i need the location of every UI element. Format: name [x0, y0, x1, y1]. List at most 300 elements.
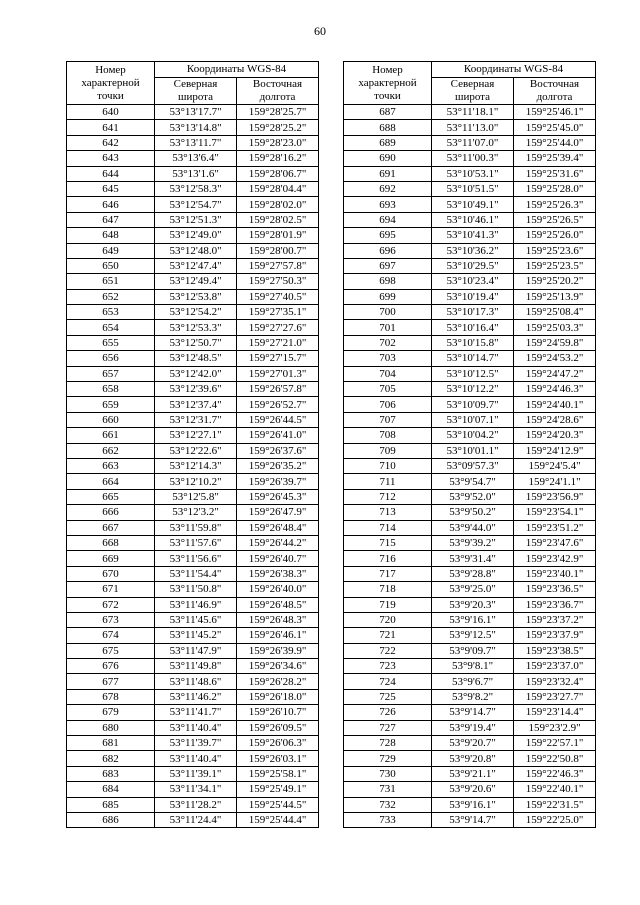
- latitude-cell: 53°10'49.1": [432, 197, 514, 212]
- table-row: [344, 382, 596, 397]
- latitude-cell: 53°12'10.2": [155, 474, 237, 489]
- point-number-cell: 668: [67, 535, 155, 550]
- longitude-cell: 159°27'21.0": [237, 335, 319, 350]
- longitude-cell: 159°27'27.6": [237, 320, 319, 335]
- latitude-cell: 53°10'15.8": [432, 335, 514, 350]
- latitude-cell: 53°12'42.0": [155, 366, 237, 381]
- table-body: [344, 105, 596, 828]
- latitude-cell: 53°9'20.7": [432, 736, 514, 751]
- point-number-cell: 642: [67, 135, 155, 150]
- table-row: [344, 782, 596, 797]
- page-number: 60: [314, 24, 326, 38]
- latitude-cell: 53°13'14.8": [155, 120, 237, 135]
- longitude-cell: 159°25'20.2": [514, 274, 596, 289]
- table-row: [344, 736, 596, 751]
- table-row: [344, 582, 596, 597]
- longitude-cell: 159°25'46.1": [514, 105, 596, 120]
- longitude-cell: 159°25'58.1": [237, 766, 319, 781]
- point-number-cell: 646: [67, 197, 155, 212]
- table-row: [67, 135, 319, 150]
- longitude-cell: 159°26'39.7": [237, 474, 319, 489]
- point-number-cell: 729: [344, 751, 432, 766]
- longitude-cell: 159°26'48.4": [237, 520, 319, 535]
- latitude-cell: 53°11'00.3": [432, 151, 514, 166]
- point-number-cell: 672: [67, 597, 155, 612]
- latitude-cell: 53°10'41.3": [432, 228, 514, 243]
- table-row: [344, 135, 596, 150]
- table-row: [344, 105, 596, 120]
- table-row: [344, 505, 596, 520]
- table-row: [67, 335, 319, 350]
- table-row: [67, 120, 319, 135]
- table-row: [67, 181, 319, 196]
- longitude-cell: 159°24'47.2": [514, 366, 596, 381]
- latitude-cell: 53°9'25.0": [432, 582, 514, 597]
- table-row: [344, 566, 596, 581]
- point-number-cell: 693: [344, 197, 432, 212]
- table-row: [67, 443, 319, 458]
- point-number-cell: 664: [67, 474, 155, 489]
- table-row: [67, 689, 319, 704]
- latitude-cell: 53°12'5.8": [155, 489, 237, 504]
- table-row: [344, 489, 596, 504]
- point-number-cell: 721: [344, 628, 432, 643]
- longitude-cell: 159°26'18.0": [237, 689, 319, 704]
- table-row: [67, 289, 319, 304]
- longitude-cell: 159°25'44.5": [237, 797, 319, 812]
- latitude-cell: 53°12'51.3": [155, 212, 237, 227]
- latitude-header: Северная широта: [432, 78, 514, 105]
- point-number-cell: 726: [344, 705, 432, 720]
- longitude-cell: 159°23'2.9": [514, 720, 596, 735]
- table-row: [344, 258, 596, 273]
- latitude-cell: 53°12'58.3": [155, 181, 237, 196]
- latitude-cell: 53°12'39.6": [155, 382, 237, 397]
- latitude-cell: 53°11'18.1": [432, 105, 514, 120]
- point-number-cell: 652: [67, 289, 155, 304]
- longitude-cell: 159°28'04.4": [237, 181, 319, 196]
- longitude-cell: 159°23'42.9": [514, 551, 596, 566]
- latitude-cell: 53°11'50.8": [155, 582, 237, 597]
- latitude-cell: 53°9'16.1": [432, 612, 514, 627]
- coordinates-header: Координаты WGS-84: [155, 62, 319, 78]
- point-number-cell: 701: [344, 320, 432, 335]
- table-row: [344, 612, 596, 627]
- point-number-cell: 677: [67, 674, 155, 689]
- point-number-cell: 657: [67, 366, 155, 381]
- longitude-cell: 159°26'06.3": [237, 736, 319, 751]
- table-row: [67, 474, 319, 489]
- latitude-cell: 53°12'31.7": [155, 412, 237, 427]
- point-number-cell: 716: [344, 551, 432, 566]
- latitude-cell: 53°9'54.7": [432, 474, 514, 489]
- longitude-cell: 159°26'40.7": [237, 551, 319, 566]
- point-number-cell: 699: [344, 289, 432, 304]
- point-number-cell: 732: [344, 797, 432, 812]
- table-row: [344, 551, 596, 566]
- longitude-cell: 159°25'26.5": [514, 212, 596, 227]
- longitude-cell: 159°24'40.1": [514, 397, 596, 412]
- longitude-cell: 159°27'57.8": [237, 258, 319, 273]
- latitude-cell: 53°9'8.2": [432, 689, 514, 704]
- latitude-cell: 53°12'53.3": [155, 320, 237, 335]
- longitude-cell: 159°25'39.4": [514, 151, 596, 166]
- point-number-cell: 692: [344, 181, 432, 196]
- table-row: [67, 397, 319, 412]
- longitude-cell: 159°26'46.1": [237, 628, 319, 643]
- latitude-cell: 53°11'49.8": [155, 659, 237, 674]
- longitude-cell: 159°26'39.9": [237, 643, 319, 658]
- longitude-cell: 159°26'48.5": [237, 597, 319, 612]
- latitude-cell: 53°10'19.4": [432, 289, 514, 304]
- table-row: [344, 751, 596, 766]
- latitude-cell: 53°11'28.2": [155, 797, 237, 812]
- table-row: [67, 628, 319, 643]
- coordinates-header: Координаты WGS-84: [432, 62, 596, 78]
- latitude-cell: 53°11'34.1": [155, 782, 237, 797]
- latitude-cell: 53°11'46.9": [155, 597, 237, 612]
- latitude-cell: 53°12'14.3": [155, 458, 237, 473]
- point-number-cell: 651: [67, 274, 155, 289]
- latitude-cell: 53°10'29.5": [432, 258, 514, 273]
- longitude-cell: 159°23'51.2": [514, 520, 596, 535]
- point-number-cell: 725: [344, 689, 432, 704]
- latitude-cell: 53°10'51.5": [432, 181, 514, 196]
- longitude-cell: 159°23'14.4": [514, 705, 596, 720]
- point-number-cell: 667: [67, 520, 155, 535]
- point-number-cell: 706: [344, 397, 432, 412]
- point-number-cell: 678: [67, 689, 155, 704]
- latitude-cell: 53°10'46.1": [432, 212, 514, 227]
- longitude-cell: 159°28'06.7": [237, 166, 319, 181]
- latitude-cell: 53°11'47.9": [155, 643, 237, 658]
- table-row: [344, 274, 596, 289]
- table-row: [67, 489, 319, 504]
- latitude-cell: 53°10'16.4": [432, 320, 514, 335]
- latitude-cell: 53°10'01.1": [432, 443, 514, 458]
- longitude-cell: 159°23'27.7": [514, 689, 596, 704]
- latitude-cell: 53°9'50.2": [432, 505, 514, 520]
- longitude-cell: 159°24'5.4": [514, 458, 596, 473]
- latitude-cell: 53°12'48.5": [155, 351, 237, 366]
- longitude-cell: 159°24'12.9": [514, 443, 596, 458]
- latitude-cell: 53°9'14.7": [432, 812, 514, 827]
- point-number-cell: 641: [67, 120, 155, 135]
- table-row: [344, 535, 596, 550]
- point-number-cell: 671: [67, 582, 155, 597]
- point-number-cell: 686: [67, 812, 155, 827]
- longitude-cell: 159°28'16.2": [237, 151, 319, 166]
- latitude-cell: 53°9'28.8": [432, 566, 514, 581]
- longitude-cell: 159°26'28.2": [237, 674, 319, 689]
- latitude-cell: 53°11'40.4": [155, 720, 237, 735]
- latitude-cell: 53°9'20.3": [432, 597, 514, 612]
- longitude-cell: 159°24'46.3": [514, 382, 596, 397]
- table-row: [344, 351, 596, 366]
- latitude-cell: 53°11'40.4": [155, 751, 237, 766]
- latitude-cell: 53°9'20.6": [432, 782, 514, 797]
- longitude-cell: 159°24'53.2": [514, 351, 596, 366]
- point-number-cell: 695: [344, 228, 432, 243]
- point-number-cell: 676: [67, 659, 155, 674]
- point-number-cell: 728: [344, 736, 432, 751]
- longitude-cell: 159°25'23.5": [514, 258, 596, 273]
- longitude-cell: 159°23'36.5": [514, 582, 596, 597]
- longitude-cell: 159°22'31.5": [514, 797, 596, 812]
- point-number-cell: 673: [67, 612, 155, 627]
- point-number-cell: 675: [67, 643, 155, 658]
- latitude-cell: 53°9'14.7": [432, 705, 514, 720]
- point-number-cell: 674: [67, 628, 155, 643]
- longitude-cell: 159°26'40.0": [237, 582, 319, 597]
- point-number-cell: 717: [344, 566, 432, 581]
- latitude-cell: 53°12'49.0": [155, 228, 237, 243]
- longitude-cell: 159°26'52.7": [237, 397, 319, 412]
- latitude-cell: 53°9'44.0": [432, 520, 514, 535]
- point-number-cell: 665: [67, 489, 155, 504]
- longitude-cell: 159°27'35.1": [237, 305, 319, 320]
- latitude-cell: 53°12'47.4": [155, 258, 237, 273]
- table-row: [344, 289, 596, 304]
- longitude-cell: 159°22'25.0": [514, 812, 596, 827]
- latitude-cell: 53°11'24.4": [155, 812, 237, 827]
- point-number-cell: 691: [344, 166, 432, 181]
- longitude-cell: 159°25'28.0": [514, 181, 596, 196]
- latitude-cell: 53°10'07.1": [432, 412, 514, 427]
- longitude-cell: 159°27'15.7": [237, 351, 319, 366]
- latitude-cell: 53°12'49.4": [155, 274, 237, 289]
- point-number-cell: 727: [344, 720, 432, 735]
- table-row: [344, 181, 596, 196]
- table-row: [67, 736, 319, 751]
- point-number-header: Номер характерной точки: [67, 62, 155, 105]
- longitude-cell: 159°22'57.1": [514, 736, 596, 751]
- point-number-cell: 666: [67, 505, 155, 520]
- longitude-cell: 159°28'23.0": [237, 135, 319, 150]
- point-number-cell: 640: [67, 105, 155, 120]
- point-number-cell: 670: [67, 566, 155, 581]
- point-number-cell: 681: [67, 736, 155, 751]
- point-number-cell: 689: [344, 135, 432, 150]
- table-row: [344, 120, 596, 135]
- table-row: [67, 582, 319, 597]
- table-row: [67, 105, 319, 120]
- coordinates-table-left: [66, 61, 319, 828]
- point-number-cell: 702: [344, 335, 432, 350]
- table-row: [344, 366, 596, 381]
- longitude-cell: 159°24'28.6": [514, 412, 596, 427]
- table-row: [67, 351, 319, 366]
- longitude-cell: 159°23'37.2": [514, 612, 596, 627]
- latitude-cell: 53°11'57.6": [155, 535, 237, 550]
- table-row: [344, 458, 596, 473]
- longitude-cell: 159°23'47.6": [514, 535, 596, 550]
- point-number-cell: 656: [67, 351, 155, 366]
- latitude-cell: 53°9'09.7": [432, 643, 514, 658]
- longitude-cell: 159°26'57.8": [237, 382, 319, 397]
- longitude-cell: 159°26'34.6": [237, 659, 319, 674]
- latitude-cell: 53°9'16.1": [432, 797, 514, 812]
- point-number-cell: 659: [67, 397, 155, 412]
- point-number-cell: 712: [344, 489, 432, 504]
- latitude-cell: 53°13'6.4": [155, 151, 237, 166]
- latitude-cell: 53°10'53.1": [432, 166, 514, 181]
- table-body: [67, 105, 319, 828]
- latitude-cell: 53°12'27.1": [155, 428, 237, 443]
- table-row: [344, 643, 596, 658]
- point-number-cell: 697: [344, 258, 432, 273]
- latitude-cell: 53°10'36.2": [432, 243, 514, 258]
- longitude-cell: 159°26'03.1": [237, 751, 319, 766]
- longitude-cell: 159°28'02.0": [237, 197, 319, 212]
- table-row: [344, 397, 596, 412]
- table-row: [67, 243, 319, 258]
- latitude-cell: 53°11'54.4": [155, 566, 237, 581]
- point-number-cell: 687: [344, 105, 432, 120]
- latitude-cell: 53°12'54.2": [155, 305, 237, 320]
- table-row: [344, 320, 596, 335]
- point-number-cell: 661: [67, 428, 155, 443]
- longitude-cell: 159°26'45.3": [237, 489, 319, 504]
- longitude-cell: 159°26'09.5": [237, 720, 319, 735]
- longitude-cell: 159°28'25.2": [237, 120, 319, 135]
- table-row: [67, 197, 319, 212]
- table-row: [344, 720, 596, 735]
- longitude-header: Восточная долгота: [237, 78, 319, 105]
- point-number-cell: 643: [67, 151, 155, 166]
- longitude-cell: 159°25'23.6": [514, 243, 596, 258]
- latitude-cell: 53°9'19.4": [432, 720, 514, 735]
- longitude-header: Восточная долгота: [514, 78, 596, 105]
- table-row: [67, 228, 319, 243]
- longitude-cell: 159°25'45.0": [514, 120, 596, 135]
- latitude-cell: 53°9'20.8": [432, 751, 514, 766]
- point-number-cell: 690: [344, 151, 432, 166]
- table-row: [344, 766, 596, 781]
- latitude-cell: 53°09'57.3": [432, 458, 514, 473]
- table-row: [67, 305, 319, 320]
- table-row: [67, 428, 319, 443]
- table-row: [67, 720, 319, 735]
- table-row: [344, 212, 596, 227]
- point-number-cell: 655: [67, 335, 155, 350]
- longitude-cell: 159°23'37.9": [514, 628, 596, 643]
- table-row: [344, 474, 596, 489]
- table-row: [344, 674, 596, 689]
- point-number-cell: 684: [67, 782, 155, 797]
- table-row: [67, 551, 319, 566]
- longitude-cell: 159°23'56.9": [514, 489, 596, 504]
- point-number-cell: 647: [67, 212, 155, 227]
- latitude-cell: 53°9'31.4": [432, 551, 514, 566]
- latitude-cell: 53°9'12.5": [432, 628, 514, 643]
- latitude-cell: 53°11'39.7": [155, 736, 237, 751]
- table-row: [67, 505, 319, 520]
- point-number-cell: 683: [67, 766, 155, 781]
- latitude-cell: 53°11'59.8": [155, 520, 237, 535]
- table-row: [67, 612, 319, 627]
- point-number-cell: 713: [344, 505, 432, 520]
- table-row: [344, 705, 596, 720]
- longitude-cell: 159°25'08.4": [514, 305, 596, 320]
- table-row: [67, 258, 319, 273]
- longitude-cell: 159°26'35.2": [237, 458, 319, 473]
- latitude-cell: 53°10'23.4": [432, 274, 514, 289]
- table-row: [344, 659, 596, 674]
- longitude-cell: 159°26'44.2": [237, 535, 319, 550]
- point-number-cell: 679: [67, 705, 155, 720]
- table-row: [67, 566, 319, 581]
- point-number-cell: 650: [67, 258, 155, 273]
- point-number-cell: 682: [67, 751, 155, 766]
- longitude-cell: 159°26'47.9": [237, 505, 319, 520]
- table-row: [67, 274, 319, 289]
- table-row: [344, 597, 596, 612]
- table-row: [67, 674, 319, 689]
- table-row: [67, 151, 319, 166]
- point-number-cell: 648: [67, 228, 155, 243]
- point-number-cell: 708: [344, 428, 432, 443]
- table-row: [67, 412, 319, 427]
- point-number-cell: 644: [67, 166, 155, 181]
- point-number-cell: 662: [67, 443, 155, 458]
- point-number-cell: 645: [67, 181, 155, 196]
- longitude-cell: 159°23'40.1": [514, 566, 596, 581]
- longitude-cell: 159°26'41.0": [237, 428, 319, 443]
- table-row: [344, 628, 596, 643]
- point-number-cell: 660: [67, 412, 155, 427]
- longitude-cell: 159°27'50.3": [237, 274, 319, 289]
- longitude-cell: 159°23'54.1": [514, 505, 596, 520]
- point-number-cell: 653: [67, 305, 155, 320]
- table-row: [344, 228, 596, 243]
- table-row: [344, 812, 596, 827]
- point-number-cell: 710: [344, 458, 432, 473]
- table-row: [67, 751, 319, 766]
- latitude-cell: 53°12'53.8": [155, 289, 237, 304]
- point-number-cell: 718: [344, 582, 432, 597]
- latitude-cell: 53°12'50.7": [155, 335, 237, 350]
- point-number-cell: 715: [344, 535, 432, 550]
- latitude-cell: 53°11'07.0": [432, 135, 514, 150]
- latitude-cell: 53°9'6.7": [432, 674, 514, 689]
- point-number-cell: 696: [344, 243, 432, 258]
- longitude-cell: 159°22'40.1": [514, 782, 596, 797]
- coordinates-table-right: [343, 61, 596, 828]
- latitude-cell: 53°10'09.7": [432, 397, 514, 412]
- table-row: [344, 797, 596, 812]
- longitude-cell: 159°25'44.4": [237, 812, 319, 827]
- table-row: [67, 766, 319, 781]
- longitude-cell: 159°26'44.5": [237, 412, 319, 427]
- latitude-cell: 53°11'56.6": [155, 551, 237, 566]
- point-number-cell: 688: [344, 120, 432, 135]
- point-number-cell: 709: [344, 443, 432, 458]
- longitude-cell: 159°26'48.3": [237, 612, 319, 627]
- table-row: [67, 535, 319, 550]
- point-number-cell: 685: [67, 797, 155, 812]
- table-row: [67, 782, 319, 797]
- point-number-cell: 733: [344, 812, 432, 827]
- longitude-cell: 159°25'44.0": [514, 135, 596, 150]
- table-row: [344, 166, 596, 181]
- latitude-cell: 53°13'11.7": [155, 135, 237, 150]
- latitude-cell: 53°9'39.2": [432, 535, 514, 550]
- table-row: [67, 643, 319, 658]
- longitude-cell: 159°25'49.1": [237, 782, 319, 797]
- latitude-cell: 53°11'48.6": [155, 674, 237, 689]
- point-number-cell: 700: [344, 305, 432, 320]
